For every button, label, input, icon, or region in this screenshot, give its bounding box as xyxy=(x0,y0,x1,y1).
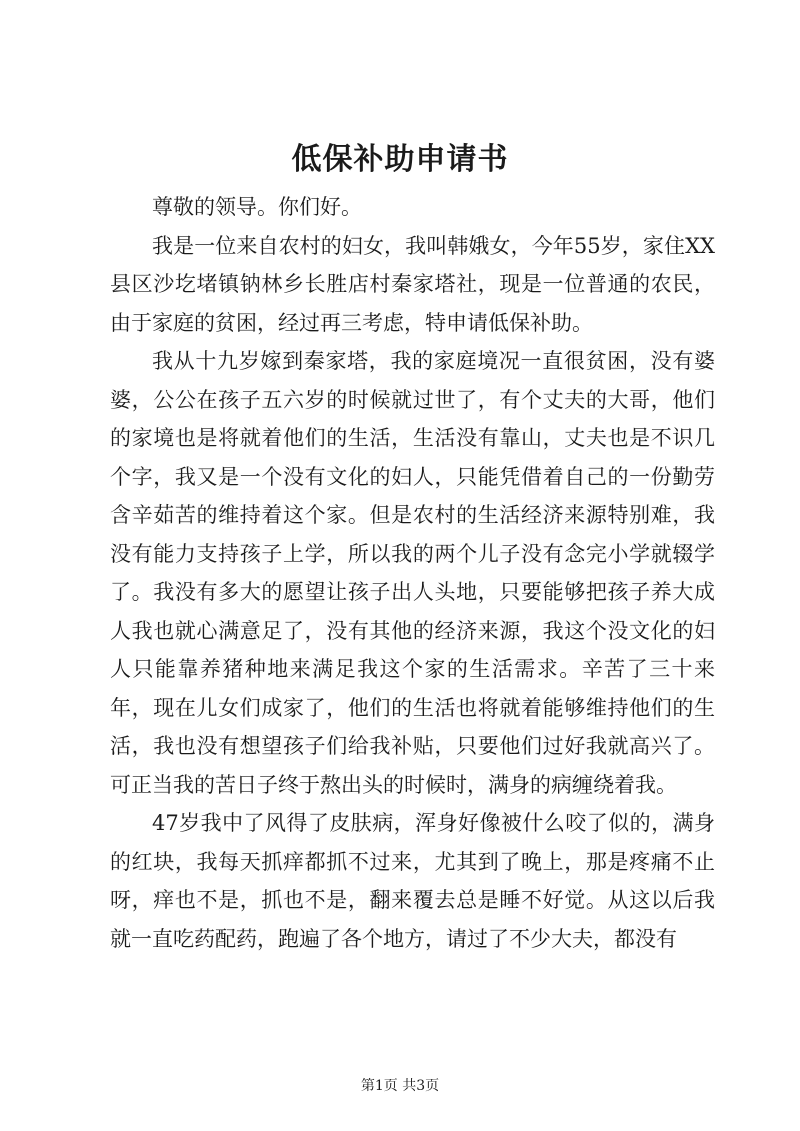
page-number-footer: 第1页 共3页 xyxy=(360,1078,440,1094)
document-body xyxy=(110,188,715,958)
paragraph-greeting: 尊敬的领导。你们好。 xyxy=(152,195,362,219)
paragraph-family-situation: 我从十九岁嫁到秦家塔，我的家庭境况一直很贫困，没有婆婆，公公在孩子五六岁的时候就过世了，有个丈夫的大哥，他们的家境也是将就着他们的生活，生活没有靠山，丈夫也是不识几个字，我又是一个没有文化的妇人，只能凭借着自己的一份勤劳含辛茹苦的维持着这个家。但是农村的生活经济来源特别难，我没有能力支持孩子上学，所以我的两个儿子没有念完小学就辍学了。我没有多大的愿望让孩子出人头地，只要能够把孩子养大成人我也就心满意足了，没有其他的经济来源，我这个没文化的妇人只能靠养猪种地来满足我这个家的生活需求。辛苦了三十来年，现在儿女们成家了，他们的生活也将就着能够维持他们的生活，我也没有想望孩子们给我补贴，只要他们过好我就高兴了。可正当我的苦日子终于熬出头的时候时，满身的病缠绕着我。 xyxy=(110,349,715,797)
paragraph-illness: 47岁我中了风得了皮肤病，浑身好像被什么咬了似的，满身的红块，我每天抓痒都抓不过来，尤其到了晚上，那是疼痛不止呀，痒也不是，抓也不是，翻来覆去总是睡不好觉。从这以后我就一直吃药配药，跑遍了各个地方，请过了不少大夫，都没有 xyxy=(110,811,715,951)
paragraph-introduction: 我是一位来自农村的妇女，我叫韩娥女，今年55岁，家住XX县区沙圪堵镇钠林乡长胜店村秦家塔社，现是一位普通的农民，由于家庭的贫困，经过再三考虑，特申请低保补助。 xyxy=(110,233,715,335)
document-title: 低保补助申请书 xyxy=(291,142,509,177)
